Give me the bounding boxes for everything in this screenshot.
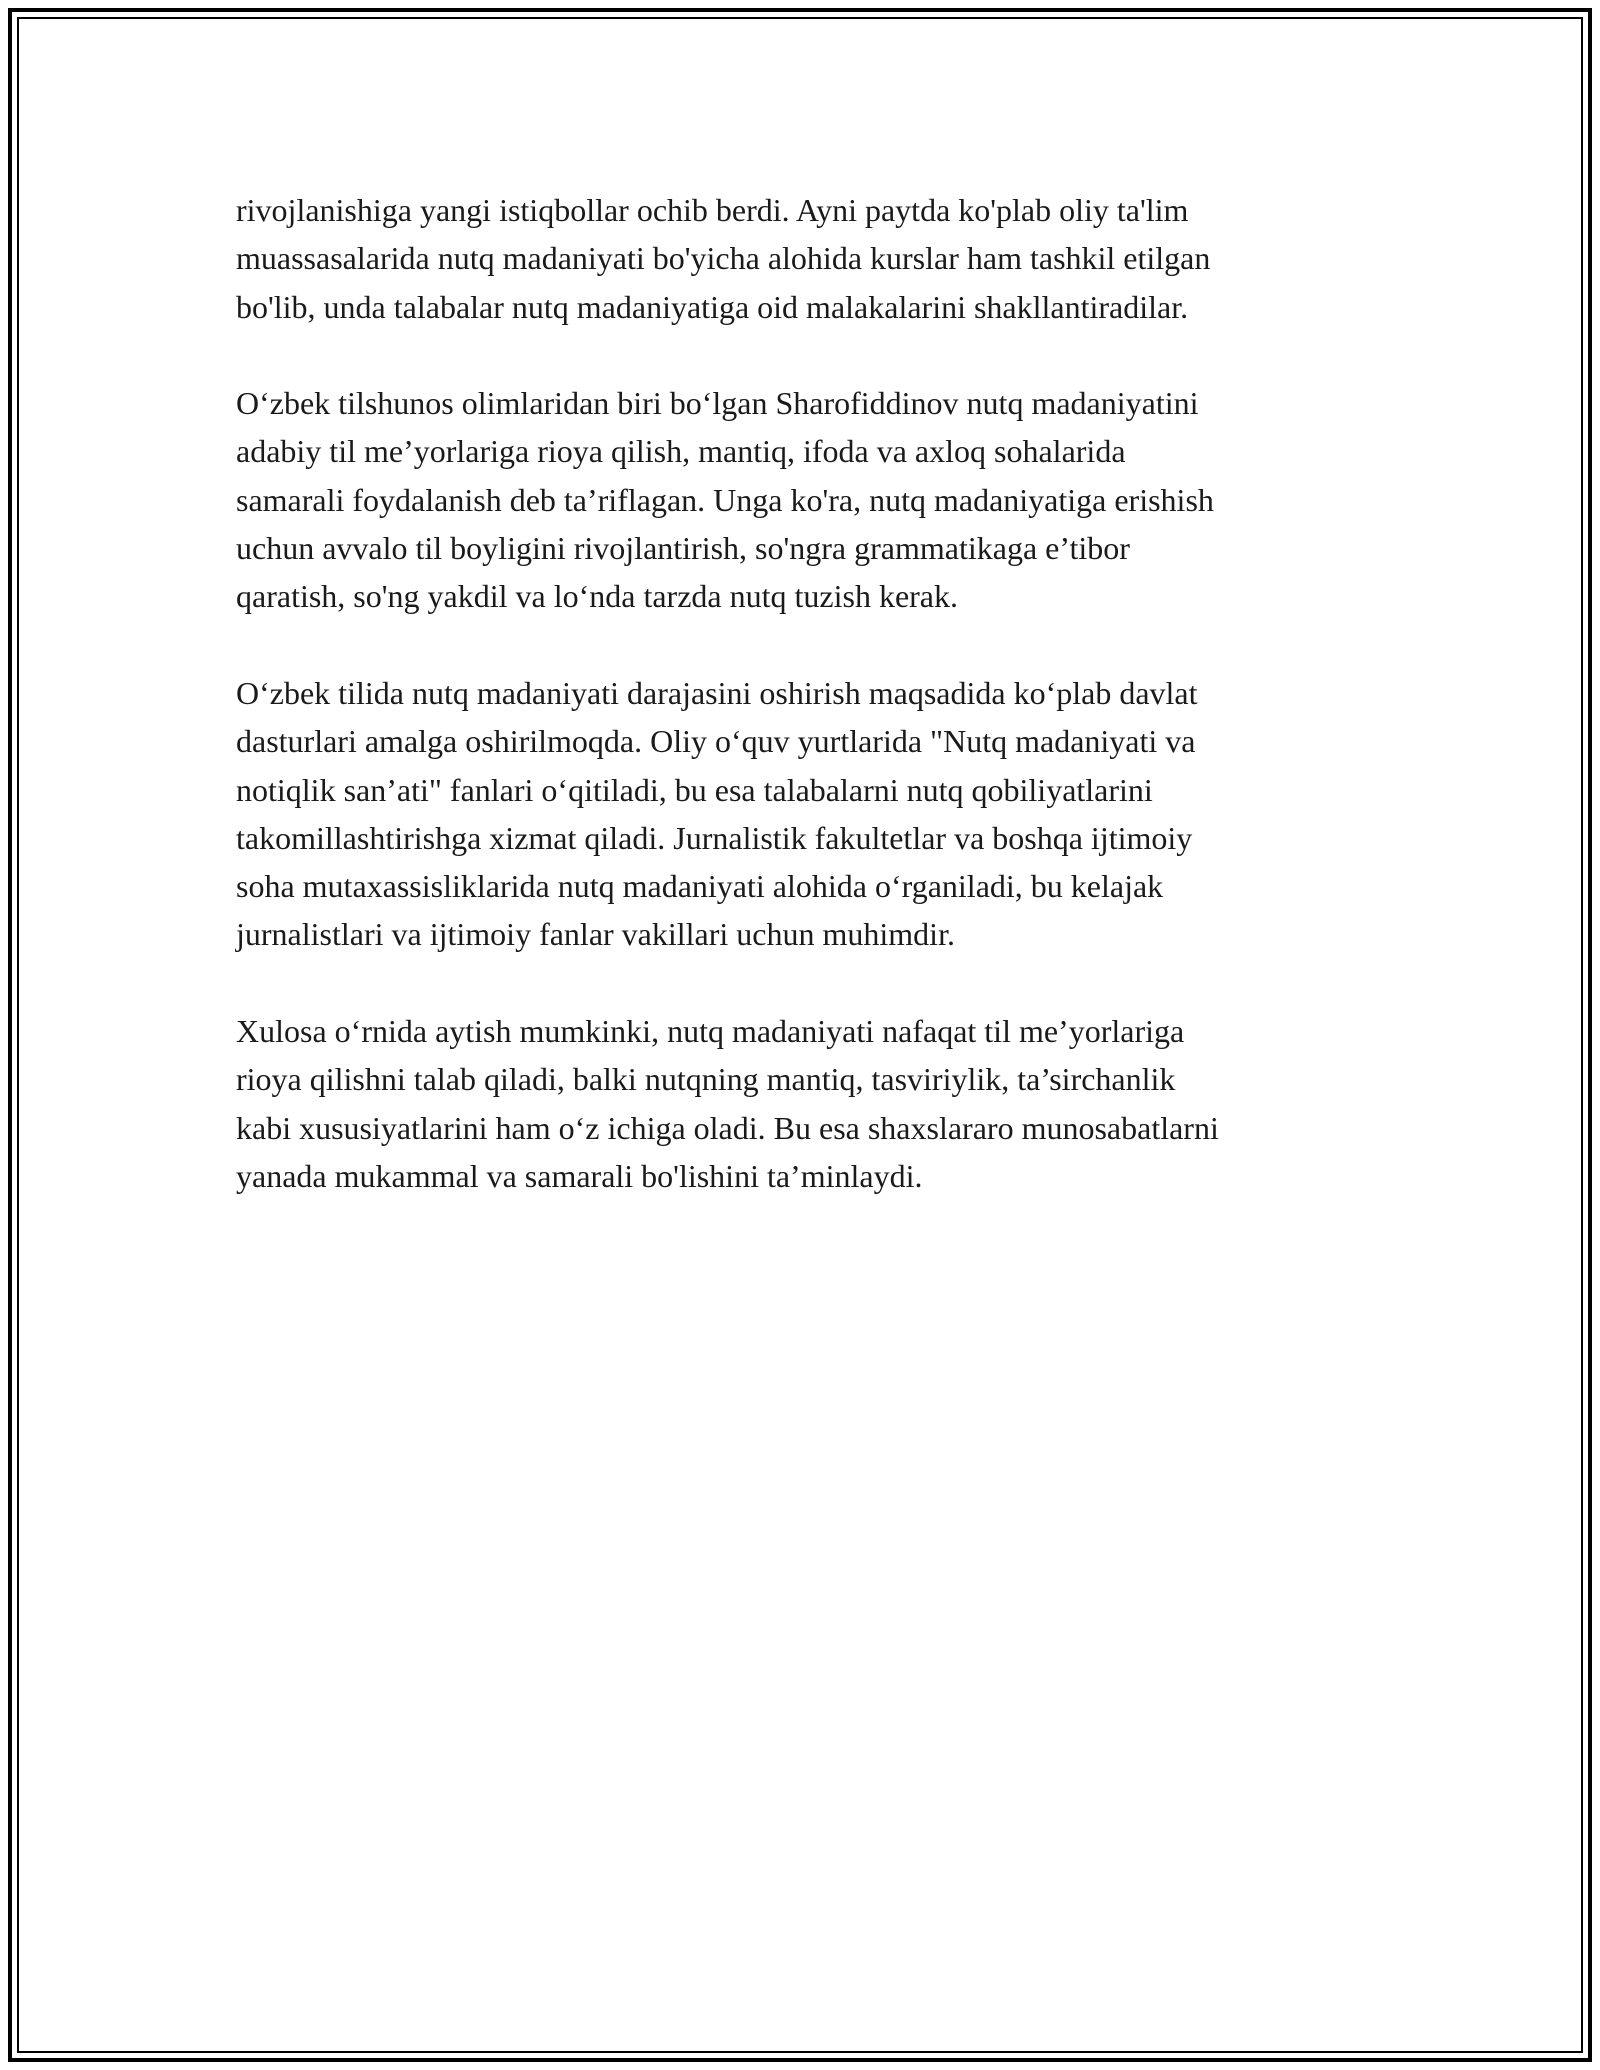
paragraph-4: [236, 1007, 1376, 1200]
paragraph-1: [236, 186, 1376, 331]
text-line: uchun avvalo til boyligini rivojlantirish, so'ngra grammatikaga e’tibor: [236, 530, 1130, 567]
text-line: Xulosa o‘rnida aytish mumkinki, nutq madaniyati nafaqat til me’yorlariga: [236, 1013, 1185, 1050]
text-line: rioya qilishni talab qiladi, balki nutqning mantiq, tasviriylik, ta’sirchanlik: [236, 1061, 1176, 1098]
text-line: muassasalarida nutq madaniyati bo'yicha alohida kurslar ham tashkil etilgan: [236, 240, 1211, 277]
text-line: qaratish, so'ng yakdil va lo‘nda tarzda nutq tuzish kerak.: [236, 578, 958, 615]
text-line: soha mutaxassisliklarida nutq madaniyati alohida o‘rganiladi, bu kelajak: [236, 868, 1164, 905]
text-line: O‘zbek tilida nutq madaniyati darajasini oshirish maqsadida ko‘plab davlat: [236, 674, 1198, 711]
document-body: [236, 186, 1376, 1249]
paragraph-2: [236, 379, 1376, 620]
text-line: O‘zbek tilshunos olimlaridan biri bo‘lgan Sharofiddinov nutq madaniyatini: [236, 385, 1199, 422]
text-line: kabi xususiyatlarini ham o‘z ichiga oladi. Bu esa shaxslararo munosabatlarni: [236, 1109, 1219, 1146]
text-line: notiqlik san’ati" fanlari o‘qitiladi, bu esa talabalarni nutq qobiliyatlarini: [236, 771, 1153, 808]
text-line: adabiy til me’yorlariga rioya qilish, mantiq, ifoda va axloq sohalarida: [236, 433, 1126, 470]
text-line: rivojlanishiga yangi istiqbollar ochib berdi. Ayni paytda ko'plab oliy ta'lim: [236, 192, 1189, 228]
text-line: dasturlari amalga oshirilmoqda. Oliy o‘quv yurtlarida "Nutq madaniyati va: [236, 723, 1196, 760]
text-line: bo'lib, unda talabalar nutq madaniyatiga oid malakalarini shakllantiradilar.: [236, 288, 1189, 325]
paragraph-3: [236, 669, 1376, 959]
text-line: samarali foydalanish deb ta’riflagan. Unga ko'ra, nutq madaniyatiga erishish: [236, 481, 1214, 518]
text-line: jurnalistlari va ijtimoiy fanlar vakillari uchun muhimdir.: [236, 916, 955, 953]
text-line: takomillashtirishga xizmat qiladi. Jurnalistik fakultetlar va boshqa ijtimoiy: [236, 819, 1193, 856]
text-line: yanada mukammal va samarali bo'lishini ta’minlaydi.: [236, 1157, 923, 1194]
